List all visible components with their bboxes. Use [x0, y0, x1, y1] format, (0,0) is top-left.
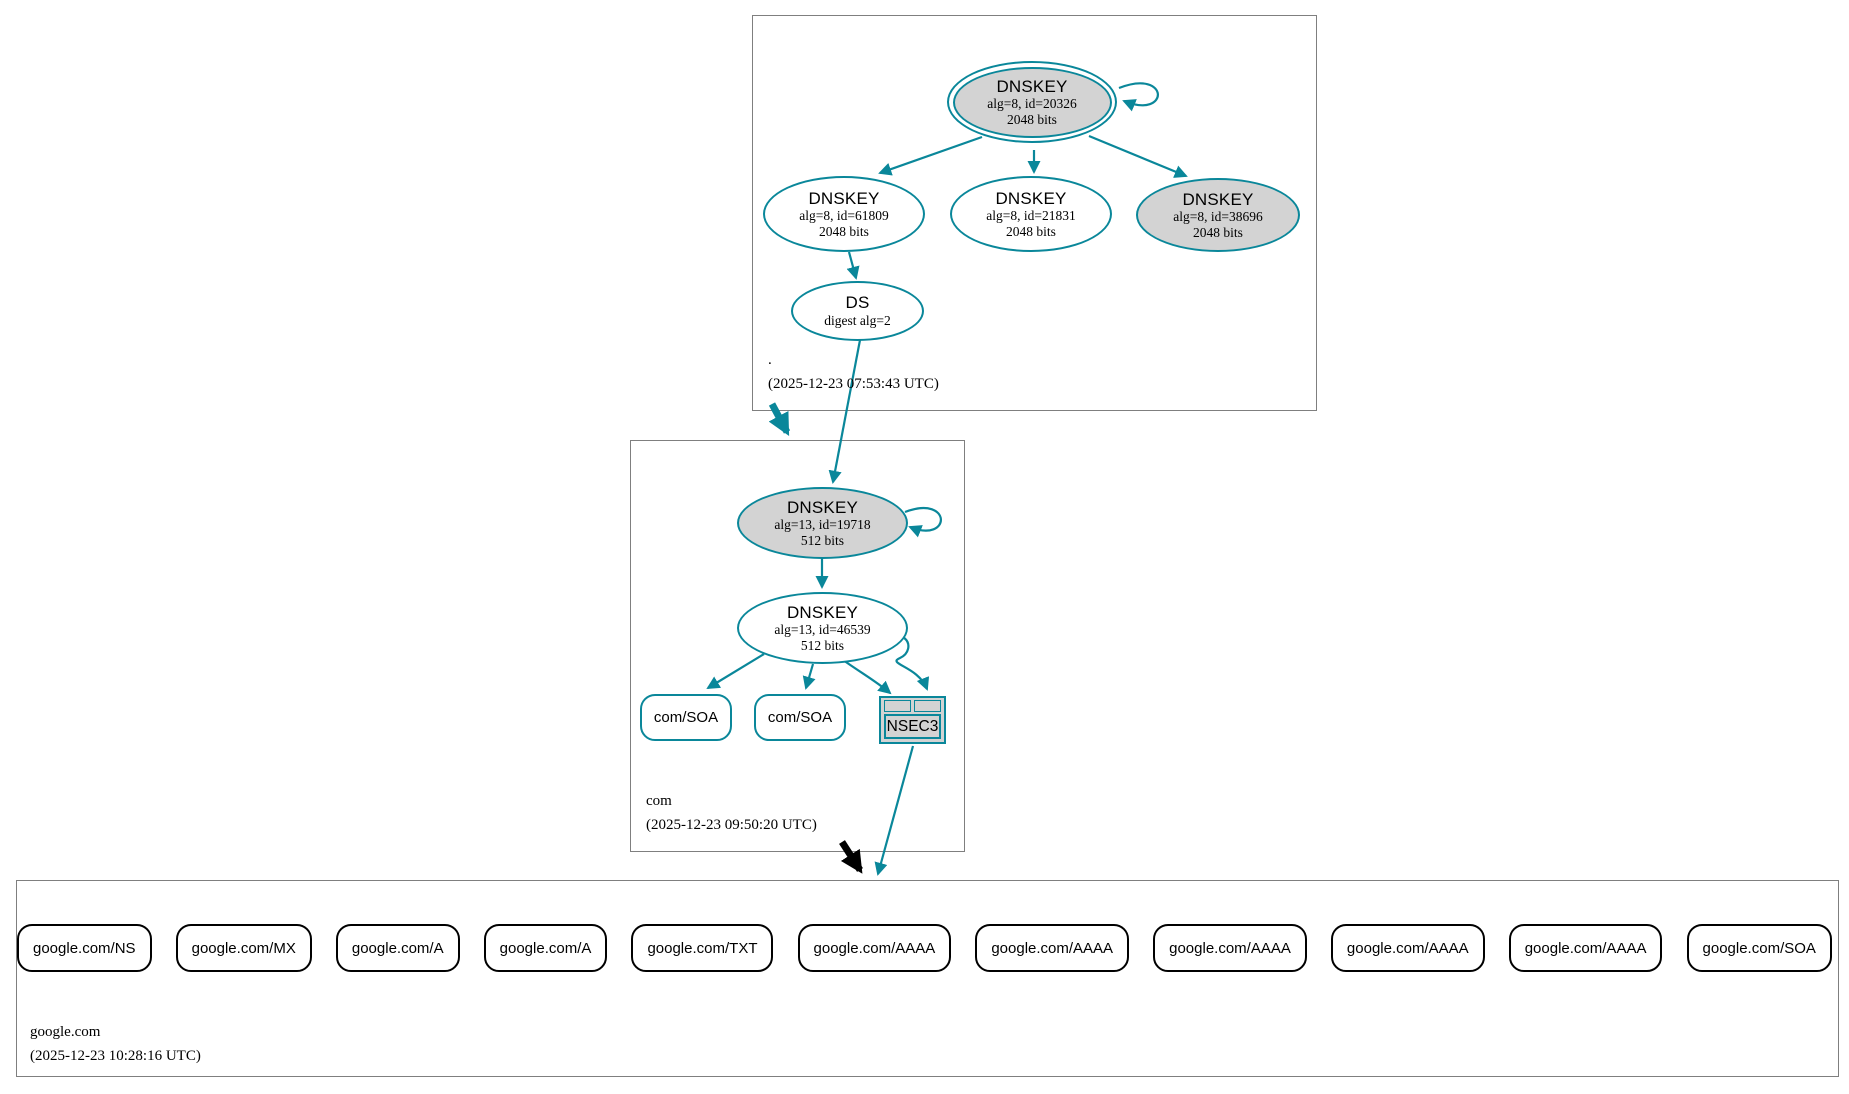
zone-timestamp: (2025-12-23 10:28:16 UTC) — [30, 1048, 201, 1064]
zone-timestamp: (2025-12-23 07:53:43 UTC) — [768, 376, 939, 392]
zone-meta-google-com — [30, 1024, 201, 1065]
node-attr: 512 bits — [800, 637, 845, 653]
rrset-label: google.com/AAAA — [991, 939, 1114, 957]
node-attr: 512 bits — [800, 532, 845, 548]
nsec3-cell — [884, 700, 911, 712]
zone-box-google-com — [16, 880, 1839, 1077]
node-attr: alg=8, id=61809 — [799, 208, 889, 224]
node-attr: 2048 bits — [1193, 224, 1243, 240]
node-attr: 2048 bits — [819, 223, 869, 239]
node-attr: alg=8, id=21831 — [986, 208, 1076, 224]
node-attr: 2048 bits — [1006, 223, 1056, 239]
node-title: DNSKEY — [996, 76, 1068, 96]
rrset-node-google-ns[interactable] — [17, 924, 152, 972]
rrset-label: google.com/AAAA — [1169, 939, 1291, 957]
rrset-node-google-a-2[interactable] — [484, 924, 608, 972]
rrset-label: google.com/SOA — [1702, 939, 1816, 957]
rrset-label: google.com/TXT — [647, 939, 758, 957]
node-attr: digest alg=2 — [824, 313, 891, 329]
node-title: DNSKEY — [786, 602, 859, 622]
dnskey-node-ksk-root[interactable] — [947, 61, 1117, 143]
dnskey-node-ksk-root-body — [953, 67, 1112, 138]
rrset-label: com/SOA — [767, 708, 833, 726]
nsec3-label: NSEC3 — [884, 714, 941, 739]
rrset-node-google-txt[interactable] — [631, 924, 773, 972]
rrset-label: google.com/AAAA — [813, 939, 936, 957]
rrset-node-google-mx[interactable] — [176, 924, 312, 972]
rrset-node-com-soa-2[interactable] — [754, 694, 846, 741]
nsec3-cell — [914, 700, 941, 712]
dnskey-node-zsk3-root[interactable] — [1136, 178, 1300, 252]
rrset-node-google-soa[interactable] — [1687, 924, 1832, 972]
dnskey-node-ksk-com[interactable] — [737, 487, 908, 559]
rrset-node-google-aaaa-1[interactable] — [798, 924, 952, 972]
dnskey-node-zsk2-root[interactable] — [950, 176, 1112, 252]
node-attr: alg=8, id=38696 — [1173, 209, 1263, 225]
node-title: DNSKEY — [1182, 189, 1254, 209]
zone-name: . — [768, 352, 772, 368]
node-attr: alg=8, id=20326 — [987, 96, 1077, 112]
rrset-label: google.com/A — [351, 939, 444, 957]
rrset-label: google.com/AAAA — [1346, 939, 1469, 957]
node-attr: alg=13, id=19718 — [774, 517, 871, 533]
node-title: DNSKEY — [995, 188, 1067, 208]
rrset-node-com-soa-1[interactable] — [640, 694, 732, 741]
rrset-node-google-a-1[interactable] — [336, 924, 460, 972]
google-com-records-row — [17, 924, 1832, 972]
nsec3-cells — [881, 698, 944, 713]
node-attr: alg=13, id=46539 — [774, 622, 871, 638]
zone-timestamp: (2025-12-23 09:50:20 UTC) — [646, 817, 817, 833]
node-title: DNSKEY — [786, 497, 859, 517]
nsec3-node-com[interactable] — [879, 696, 946, 744]
rrset-label: google.com/A — [499, 939, 592, 957]
rrset-label: google.com/AAAA — [1524, 939, 1647, 957]
node-attr: 2048 bits — [1007, 111, 1057, 127]
rrset-node-google-aaaa-3[interactable] — [1153, 924, 1307, 972]
rrset-label: google.com/NS — [33, 939, 136, 957]
zone-meta-com — [646, 793, 817, 834]
rrset-node-google-aaaa-2[interactable] — [975, 924, 1129, 972]
ds-node-root[interactable] — [791, 281, 924, 341]
rrset-node-google-aaaa-5[interactable] — [1509, 924, 1663, 972]
node-title: DS — [845, 293, 870, 313]
rrset-label: com/SOA — [653, 708, 719, 726]
dnskey-node-zsk1-root[interactable] — [763, 176, 925, 252]
rrset-label: google.com/MX — [191, 939, 296, 957]
zone-name: com — [646, 793, 672, 809]
zone-meta-root — [768, 352, 939, 393]
zone-name: google.com — [30, 1024, 101, 1040]
node-title: DNSKEY — [808, 188, 880, 208]
rrset-node-google-aaaa-4[interactable] — [1331, 924, 1485, 972]
dnskey-node-zsk-com[interactable] — [737, 592, 908, 664]
